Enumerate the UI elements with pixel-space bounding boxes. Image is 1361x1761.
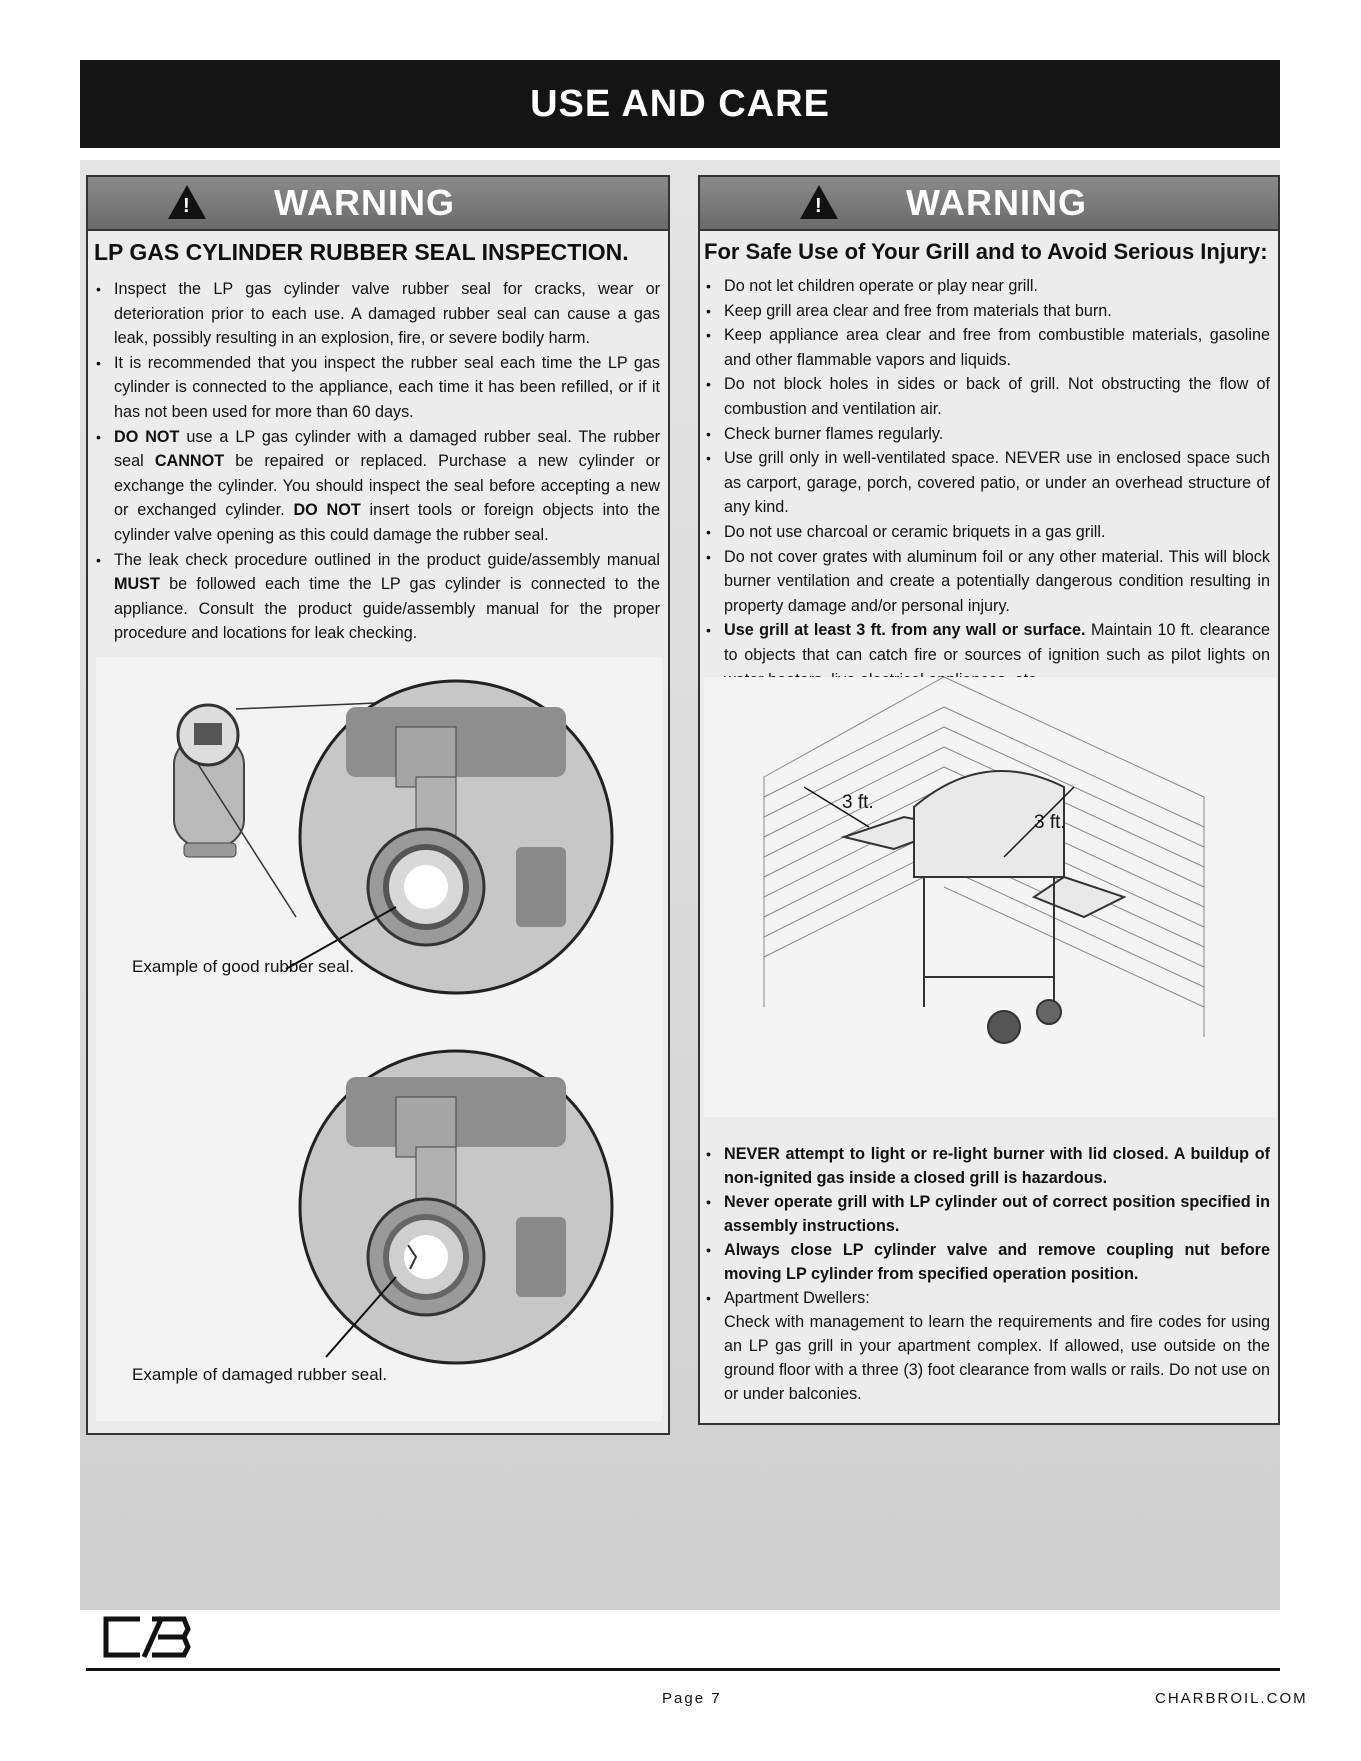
charbroil-logo bbox=[100, 1615, 230, 1659]
list-item: • Never operate grill with LP cylinder out of correct position specified in assembly instructions. bbox=[704, 1190, 1270, 1238]
list-item: • Keep appliance area clear and free from combustible materials, gasoline and other flammable vapors and liquids. bbox=[704, 323, 1270, 372]
left-warning-header bbox=[88, 177, 668, 231]
bold-text: DO NOT bbox=[293, 501, 361, 520]
right-bold-bullet-list bbox=[704, 1142, 1270, 1406]
apartment-title: Apartment Dwellers: bbox=[724, 1289, 870, 1307]
right-bullet-list bbox=[704, 274, 1270, 692]
rubber-seal-illustration bbox=[96, 657, 662, 1421]
grill-clearance-illustration bbox=[704, 677, 1276, 1117]
footer-divider bbox=[86, 1668, 1280, 1671]
list-item bbox=[94, 425, 660, 548]
list-item: • Keep grill area clear and free from materials that burn. bbox=[704, 299, 1270, 324]
list-item: • Check burner flames regularly. bbox=[704, 422, 1270, 447]
list-item: • Inspect the LP gas cylinder valve rubber seal for cracks, wear or deterioration prior to each use. A damaged rubber seal can cause a gas leak, possibly resulting in an explosion, fire, or severe bodily harm. bbox=[94, 277, 660, 351]
right-warning-panel bbox=[698, 175, 1280, 1425]
clearance-label-right: 3 ft. bbox=[1034, 812, 1066, 833]
bold-text: Use grill at least 3 ft. from any wall or surface. bbox=[724, 621, 1086, 640]
caption-damaged-seal: Example of damaged rubber seal. bbox=[132, 1365, 388, 1384]
left-warning-label: WARNING bbox=[274, 182, 455, 223]
cb-logo-icon bbox=[100, 1615, 230, 1659]
rubber-seal-diagram bbox=[96, 657, 662, 1421]
list-item: • It is recommended that you inspect the rubber seal each time the LP gas cylinder is connected to the appliance, each time it has been refilled, or if it has not been used for more than 60 days. bbox=[94, 351, 660, 425]
list-item bbox=[704, 1286, 1270, 1406]
grill-icon bbox=[844, 771, 1124, 1043]
right-warning-label: WARNING bbox=[906, 182, 1087, 223]
text: Maintain 10 ft. clearance to objects that can catch fire or sources of ignition such as pilot lights on bbox=[724, 621, 1270, 664]
bold-text: MUST bbox=[114, 575, 160, 594]
good-seal-valve-icon bbox=[300, 681, 612, 993]
bold-text: DO NOT bbox=[114, 427, 180, 446]
warning-triangle-icon: ! bbox=[168, 185, 206, 219]
left-bullet-list bbox=[94, 277, 660, 646]
list-item bbox=[94, 548, 660, 646]
bold-text: CANNOT bbox=[154, 452, 225, 471]
clearance-label-left: 3 ft. bbox=[842, 792, 874, 813]
text: insert tools or foreign objects into the cylinder valve opening as this could damage the rubber seal. bbox=[114, 501, 660, 544]
list-item: • Do not use charcoal or ceramic briquets in a gas grill. bbox=[704, 520, 1270, 545]
left-warning-panel bbox=[86, 175, 670, 1435]
page-number: Page 7 bbox=[662, 1690, 722, 1707]
damaged-seal-valve-icon bbox=[300, 1051, 612, 1363]
right-section-title: For Safe Use of Your Grill and to Avoid Serious Injury: bbox=[704, 239, 1268, 264]
text: The leak check procedure outlined in the product guide/assembly manual bbox=[114, 550, 660, 569]
text: use a LP gas cylinder with a damaged rubber seal. The rubber seal bbox=[114, 427, 660, 471]
site-url: CHARBROIL.COM bbox=[1155, 1690, 1308, 1707]
list-item: • Do not cover grates with aluminum foil or any other material. This will block burner ventilation and create a potentially dangerous condition resulting in property damage and/or personal injury. bbox=[704, 545, 1270, 619]
list-item: • Do not let children operate or play near grill. bbox=[704, 274, 1270, 299]
text: be followed each time the LP gas cylinder is connected to the appliance. Consult the product guide/assembly manual for the proper procedure and locations for leak checking. bbox=[114, 575, 660, 643]
list-item: • Do not block holes in sides or back of grill. Not obstructing the flow of combustion and ventilation air. bbox=[704, 372, 1270, 421]
left-section-title: LP GAS CYLINDER RUBBER SEAL INSPECTION. bbox=[94, 239, 629, 265]
list-item: • Always close LP cylinder valve and remove coupling nut before moving LP cylinder from specified operation position. bbox=[704, 1238, 1270, 1286]
apartment-text: Check with management to learn the requirements and fire codes for using an LP gas grill in your apartment complex. If allowed, use outside on the ground floor with a three (3) foot clearance from walls or rails. Do not use on or under balconies. bbox=[724, 1313, 1270, 1403]
right-warning-header bbox=[700, 177, 1278, 231]
warning-triangle-icon: ! bbox=[800, 185, 838, 219]
text: be repaired or replaced. Purchase a new cylinder or exchange the cylinder. You should inspect the seal before accepting a new or exchanged cylinder. bbox=[114, 452, 660, 520]
page-header: USE AND CARE bbox=[80, 60, 1280, 148]
list-item: • Use grill only in well-ventilated space. NEVER use in enclosed space such as carport, garage, porch, covered patio, or under an overhead structure of any kind. bbox=[704, 446, 1270, 520]
grill-clearance-diagram bbox=[704, 677, 1276, 1117]
list-item: • NEVER attempt to light or re-light burner with lid closed. A buildup of non-ignited gas inside a closed grill is hazardous. bbox=[704, 1142, 1270, 1190]
caption-good-seal: Example of good rubber seal. bbox=[132, 957, 355, 976]
